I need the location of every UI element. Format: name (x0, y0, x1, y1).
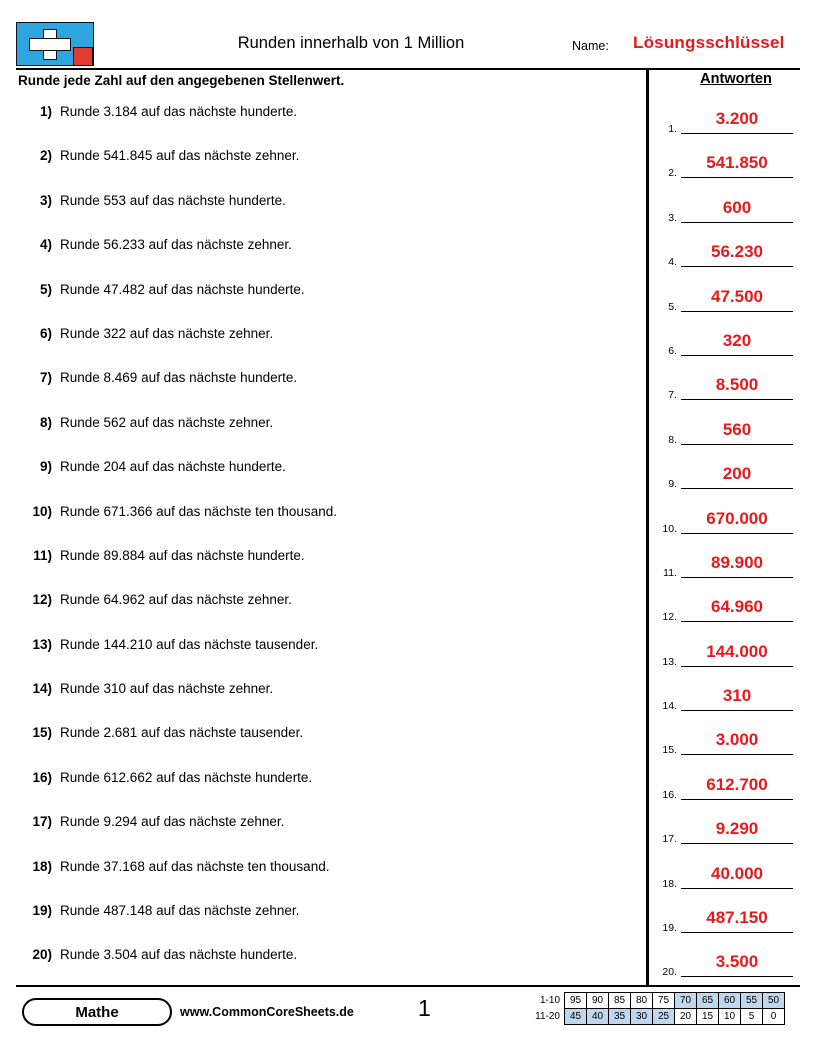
answer-value[interactable]: 600 (681, 195, 793, 223)
question-text: Runde 47.482 auf das nächste hunderte. (60, 281, 305, 297)
question-row (18, 96, 638, 140)
answer-value[interactable]: 541.850 (681, 150, 793, 178)
answer-value[interactable]: 40.000 (681, 861, 793, 889)
answer-key-badge: Lösungsschlüssel (633, 33, 785, 52)
question-row (18, 540, 638, 584)
score-cell: 5 (741, 1009, 763, 1025)
question-number: 8) (39, 414, 52, 430)
column-divider (646, 70, 649, 985)
question-number: 11) (33, 547, 52, 563)
score-row-11-20 (528, 1009, 785, 1025)
question-text: Runde 144.210 auf das nächste tausender. (60, 636, 319, 652)
answer-number: 3. (668, 211, 677, 224)
question-text: Runde 487.148 auf das nächste zehner. (60, 903, 300, 919)
answer-number: 18. (662, 877, 677, 890)
score-cell: 35 (609, 1009, 631, 1025)
answer-number: 12. (662, 611, 677, 624)
question-text: Runde 671.366 auf das nächste ten thousand. (60, 503, 337, 519)
answer-row (655, 195, 800, 239)
question-row (18, 496, 638, 540)
question-number: 14) (32, 681, 52, 697)
question-row (18, 451, 638, 495)
question-row (18, 229, 638, 273)
answer-row (655, 639, 800, 683)
answer-row (655, 106, 800, 150)
answer-row (655, 506, 800, 550)
score-table (528, 992, 785, 1025)
answer-row (655, 417, 800, 461)
question-text: Runde 64.962 auf das nächste zehner. (60, 592, 292, 608)
answer-row (655, 816, 800, 860)
answer-row (655, 372, 800, 416)
answer-number: 10. (662, 522, 677, 535)
answer-row (655, 284, 800, 328)
name-label: Name: (572, 39, 609, 53)
question-row (18, 895, 638, 939)
question-number: 1) (39, 104, 52, 119)
answer-value[interactable]: 560 (681, 417, 793, 445)
answer-number: 7. (668, 389, 677, 402)
answer-number: 1. (668, 123, 677, 135)
question-row (18, 362, 638, 406)
answer-row (655, 949, 800, 993)
question-text: Runde 9.294 auf das nächste zehner. (60, 814, 285, 830)
answer-number: 13. (662, 655, 677, 668)
answer-value[interactable]: 670.000 (681, 506, 793, 534)
question-number: 4) (39, 237, 52, 253)
question-text: Runde 322 auf das nächste zehner. (60, 325, 274, 341)
question-number: 20) (32, 947, 52, 963)
logo-cross-horizontal (29, 38, 71, 51)
score-cell: 20 (675, 1009, 697, 1025)
answer-number: 8. (668, 433, 677, 446)
score-cell: 65 (697, 993, 719, 1009)
subject-badge: Mathe (22, 998, 172, 1026)
question-row (18, 318, 638, 362)
question-number: 18) (32, 858, 52, 874)
answer-row (655, 550, 800, 594)
answer-row (655, 683, 800, 727)
question-text: Runde 3.184 auf das nächste hunderte. (60, 104, 298, 119)
question-text: Runde 2.681 auf das nächste tausender. (60, 725, 304, 741)
score-cell: 45 (565, 1009, 587, 1025)
score-cell: 70 (675, 993, 697, 1009)
score-cell: 50 (763, 993, 785, 1009)
question-number: 7) (39, 370, 52, 386)
answer-value[interactable]: 144.000 (681, 639, 793, 667)
question-number: 13) (32, 636, 52, 652)
answer-value[interactable]: 56.230 (681, 239, 793, 267)
answer-number: 17. (662, 833, 677, 846)
question-text: Runde 612.662 auf das nächste hunderte. (60, 769, 313, 785)
score-cell: 95 (565, 993, 587, 1009)
score-cell: 60 (719, 993, 741, 1009)
answer-value[interactable]: 487.150 (681, 905, 793, 933)
footer-divider (16, 985, 800, 987)
question-text: Runde 3.504 auf das nächste hunderte. (60, 947, 298, 963)
score-row-label: 11-20 (535, 1011, 560, 1022)
question-text: Runde 56.233 auf das nächste zehner. (60, 237, 292, 253)
page-header (16, 22, 800, 68)
question-number: 10) (32, 503, 52, 519)
page-title: Runden innerhalb von 1 Million (237, 34, 465, 52)
question-row (18, 629, 638, 673)
question-row (18, 407, 638, 451)
answer-number: 4. (668, 256, 677, 269)
answer-value[interactable]: 64.960 (681, 594, 793, 622)
answer-row (655, 328, 800, 372)
question-number: 9) (39, 459, 52, 475)
score-cell: 15 (697, 1009, 719, 1025)
question-text: Runde 310 auf das nächste zehner. (60, 681, 274, 697)
answer-row (655, 861, 800, 905)
answer-number: 11. (663, 566, 677, 579)
answer-number: 16. (662, 788, 677, 801)
question-row (18, 851, 638, 895)
score-row-label: 1-10 (539, 995, 560, 1006)
answer-number: 2. (668, 167, 677, 180)
question-text: Runde 89.884 auf das nächste hunderte. (60, 547, 305, 563)
answer-value[interactable]: 612.700 (681, 772, 793, 800)
question-text: Runde 562 auf das nächste zehner. (60, 414, 274, 430)
question-row (18, 806, 638, 850)
question-text: Runde 204 auf das nächste hunderte. (60, 459, 286, 475)
answer-value[interactable]: 9.290 (681, 816, 793, 844)
answer-row (655, 594, 800, 638)
page-number: 1 (418, 995, 431, 1021)
score-cell: 55 (741, 993, 763, 1009)
question-number: 5) (39, 281, 52, 297)
answer-value[interactable]: 3.500 (681, 949, 793, 977)
answer-number: 14. (662, 700, 677, 713)
score-cell: 40 (587, 1009, 609, 1025)
score-row-1-10 (528, 993, 785, 1009)
question-number: 12) (32, 592, 52, 608)
answer-number: 15. (662, 744, 677, 757)
question-row (18, 939, 638, 983)
answer-value[interactable]: 320 (681, 328, 793, 356)
question-text: Runde 8.469 auf das nächste hunderte. (60, 370, 298, 386)
question-number: 6) (39, 325, 52, 341)
question-row (18, 762, 638, 806)
answer-value[interactable]: 3.200 (681, 106, 793, 134)
score-cell: 0 (763, 1009, 785, 1025)
question-number: 17) (32, 814, 52, 830)
question-row (18, 673, 638, 717)
answer-number: 19. (662, 922, 677, 935)
answer-value[interactable]: 89.900 (681, 550, 793, 578)
question-number: 2) (39, 148, 52, 164)
answer-row (655, 772, 800, 816)
answer-row (655, 239, 800, 283)
score-cell: 75 (653, 993, 675, 1009)
score-cell: 80 (631, 993, 653, 1009)
question-text: Runde 541.845 auf das nächste zehner. (60, 148, 300, 164)
question-number: 19) (32, 903, 52, 919)
score-cell: 30 (631, 1009, 653, 1025)
answer-value[interactable]: 47.500 (681, 284, 793, 312)
question-number: 16) (32, 769, 52, 785)
answers-list (655, 106, 800, 994)
answer-value[interactable]: 3.000 (681, 727, 793, 755)
question-row (18, 185, 638, 229)
answer-number: 9. (668, 478, 677, 491)
score-cell: 90 (587, 993, 609, 1009)
question-row (18, 584, 638, 628)
answer-value[interactable]: 8.500 (681, 372, 793, 400)
answer-row (655, 905, 800, 949)
commoncoresheets-logo-icon (16, 22, 94, 66)
answer-number: 5. (668, 300, 677, 313)
question-row (18, 140, 638, 184)
answer-number: 6. (668, 344, 677, 357)
question-text: Runde 553 auf das nächste hunderte. (60, 192, 286, 208)
answer-number: 20. (662, 966, 677, 979)
site-url: www.CommonCoreSheets.de (180, 1005, 354, 1019)
question-row (18, 274, 638, 318)
instructions-text: Runde jede Zahl auf den angegebenen Stellenwert. (18, 73, 345, 88)
answers-header: Antworten (700, 71, 772, 87)
questions-list (18, 96, 638, 984)
answer-row (655, 727, 800, 771)
question-text: Runde 37.168 auf das nächste ten thousand. (60, 858, 330, 874)
question-number: 15) (32, 725, 52, 741)
score-cell: 85 (609, 993, 631, 1009)
answer-value[interactable]: 310 (681, 683, 793, 711)
question-number: 3) (39, 192, 52, 208)
logo-red-square (73, 47, 93, 66)
answer-row (655, 461, 800, 505)
score-cell: 10 (719, 1009, 741, 1025)
header-divider (16, 68, 800, 70)
question-row (18, 717, 638, 761)
answer-value[interactable]: 200 (681, 461, 793, 489)
score-cell: 25 (653, 1009, 675, 1025)
answer-row (655, 150, 800, 194)
